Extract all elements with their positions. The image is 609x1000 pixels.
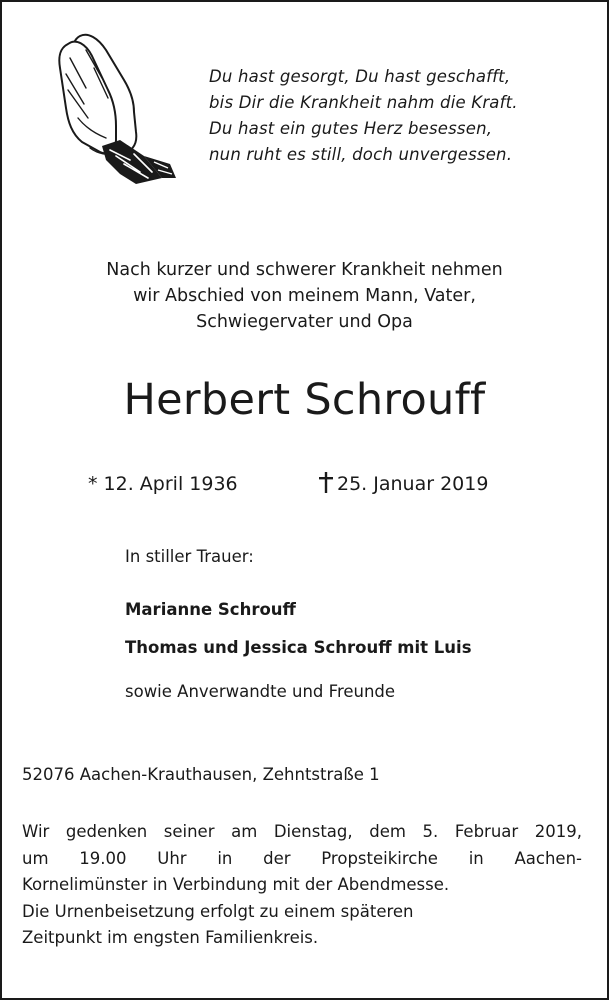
death-date: 25. Januar 2019 — [337, 473, 489, 495]
service-line: um 19.00 Uhr in der Propsteikirche in Aachen- — [22, 848, 582, 868]
intro-text — [2, 257, 607, 335]
other-mourners: sowie Anverwandte und Freunde — [125, 682, 396, 701]
poem-line: Du hast ein gutes Herz besessen, — [209, 119, 493, 138]
intro-line: wir Abschied von meinem Mann, Vater, — [133, 286, 476, 306]
birth-date: * 12. April 1936 — [88, 473, 238, 495]
service-information — [22, 819, 582, 952]
poem-line: bis Dir die Krankheit nahm die Kraft. — [209, 93, 518, 112]
cross-icon — [318, 471, 334, 493]
death-date-block — [318, 470, 488, 498]
deceased-name: Herbert Schrouff — [123, 375, 486, 425]
poem-line: nun ruht es still, doch unvergessen. — [209, 145, 513, 164]
family-address: 52076 Aachen-Krauthausen, Zehntstraße 1 — [22, 765, 380, 784]
service-line: Wir gedenken seiner am Dienstag, dem 5. Februar 2019, — [22, 822, 582, 841]
service-line: Kornelimünster in Verbindung mit der Abendmesse. — [22, 875, 450, 894]
poem-line: Du hast gesorgt, Du hast geschafft, — [209, 67, 511, 86]
intro-line: Schwiegervater und Opa — [196, 312, 413, 332]
praying-hands-icon — [50, 28, 180, 188]
service-line: Zeitpunkt im engsten Familienkreis. — [22, 928, 319, 947]
mourning-label: In stiller Trauer: — [125, 547, 254, 566]
mourner-name: Marianne Schrouff — [125, 600, 296, 619]
service-line: Die Urnenbeisetzung erfolgt zu einem späteren — [22, 901, 414, 921]
intro-line: Nach kurzer und schwerer Krankheit nehmen — [106, 260, 503, 280]
poem — [209, 64, 589, 168]
mourner-name: Thomas und Jessica Schrouff mit Luis — [125, 638, 472, 657]
